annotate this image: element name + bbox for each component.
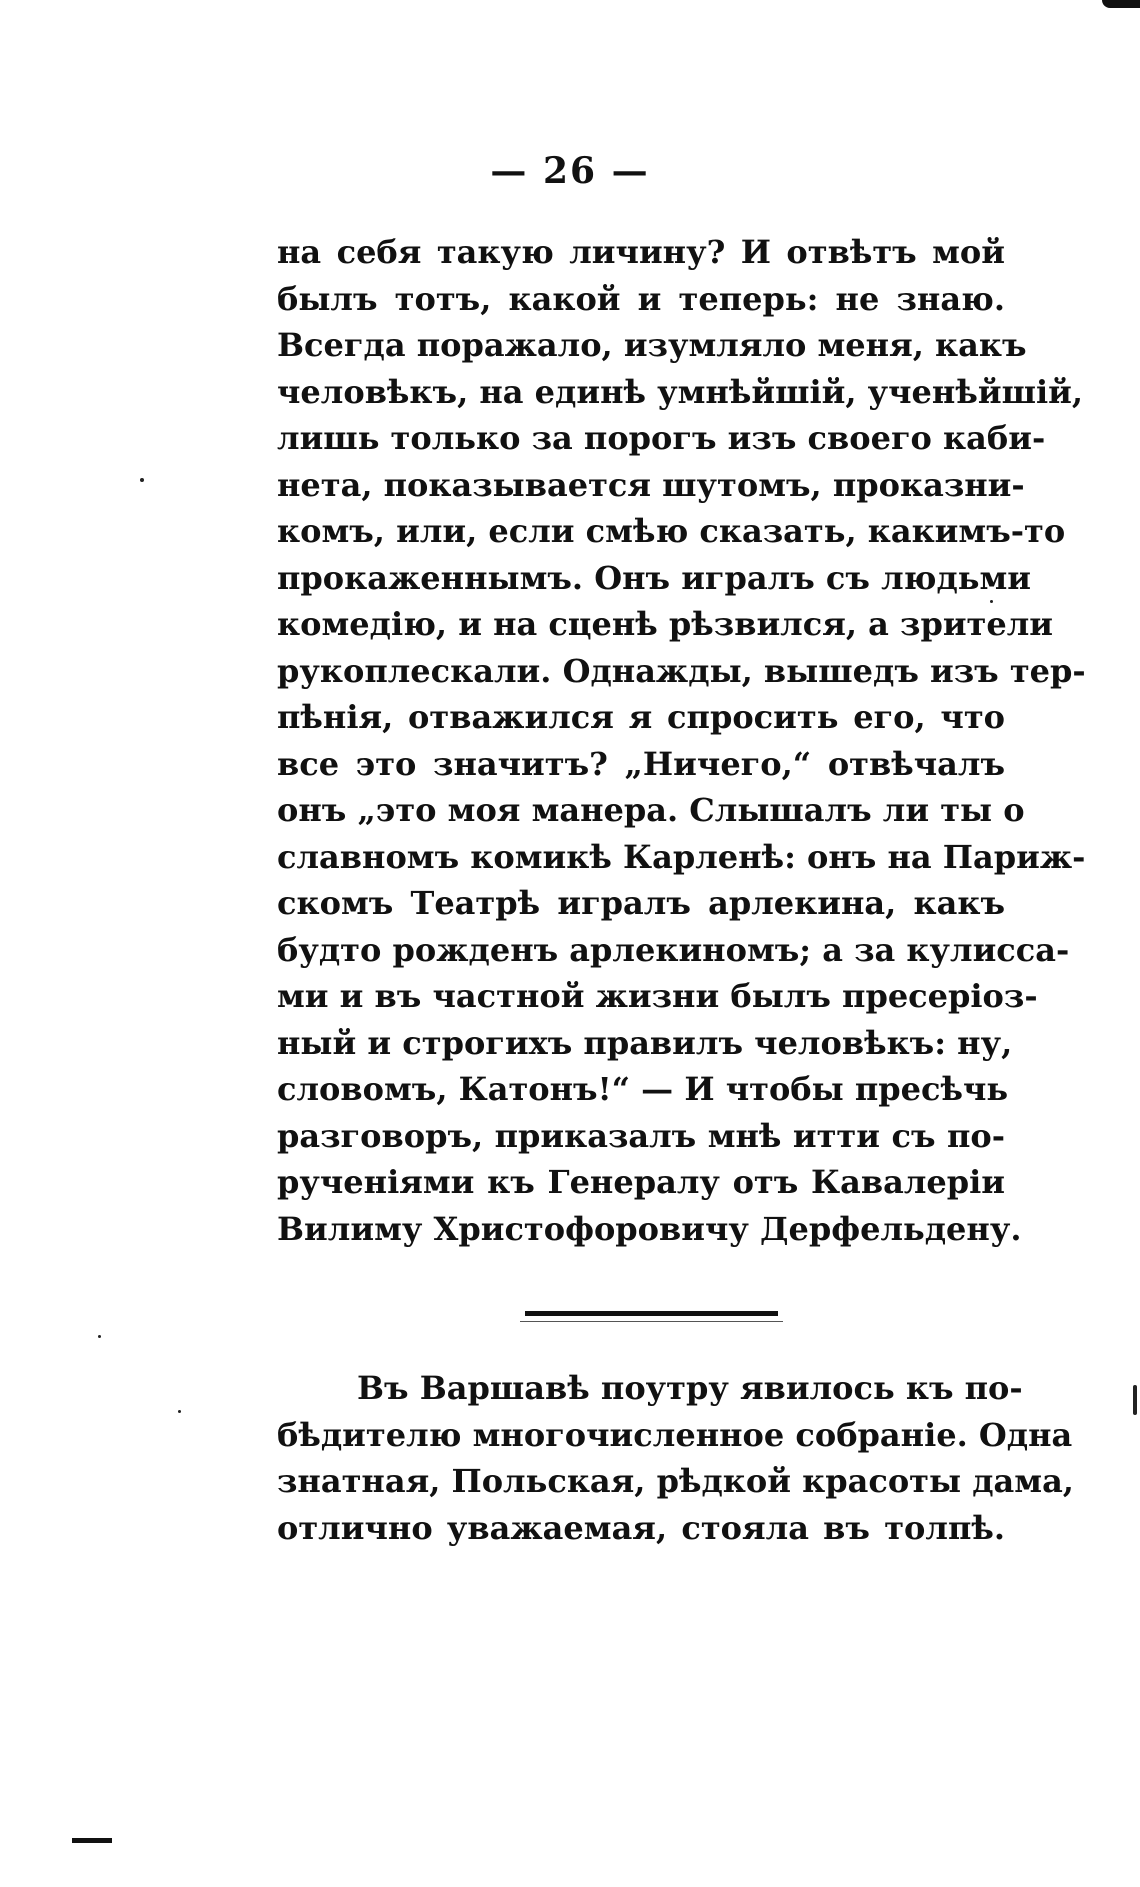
ink-speck: [1133, 1385, 1137, 1415]
text-line: прокаженнымъ. Онъ игралъ съ людьми: [277, 558, 1032, 597]
section-divider-hairline: [520, 1321, 783, 1322]
text-line: на себя такую личину? И отвѣтъ мой: [277, 233, 1005, 271]
text-line: онъ „это моя манера. Слышалъ ли ты о: [277, 791, 1025, 829]
text-line: былъ тотъ, какой и теперь: не знаю.: [277, 279, 1005, 318]
paragraph-1: [277, 229, 1086, 1252]
page-number: — 26 —: [490, 150, 650, 192]
text-line: славномъ комикѣ Карленѣ: онъ на Париж-: [277, 837, 1086, 876]
text-line: комедію, и на сценѣ рѣзвился, а зрители: [277, 605, 1054, 643]
ink-speck: [990, 600, 993, 603]
text-line: комъ, или, если смѣю сказать, какимъ-то: [277, 512, 1066, 550]
text-line: Въ Варшавѣ поутру явилось къ по-: [357, 1369, 1023, 1407]
ink-speck: [98, 1335, 101, 1338]
ink-speck: [140, 478, 144, 482]
text-line: Всегда поражало, изумляло меня, какъ: [277, 326, 1027, 364]
text-line: словомъ, Катонъ!“ — И чтобы пресѣчь: [277, 1070, 1009, 1108]
text-line: отлично уважаемая, стояла въ толпѣ.: [277, 1508, 1005, 1547]
text-line: нета, показывается шутомъ, проказни-: [277, 465, 1025, 504]
text-line: пѣнія, отважился я спросить его, что: [277, 698, 1005, 736]
margin-ink-mark: [72, 1838, 112, 1843]
text-line: Вилиму Христофоровичу Дерфельдену.: [277, 1209, 1022, 1248]
text-line: бѣдителю многочисленное собраніе. Одна: [277, 1415, 1073, 1454]
ink-speck: [178, 1410, 181, 1413]
section-divider: [525, 1311, 778, 1316]
text-line: рученіями къ Генералу отъ Кавалеріи: [277, 1163, 1005, 1201]
text-line: скомъ Театрѣ игралъ арлекина, какъ: [277, 884, 1005, 922]
corner-ink-mark: [1102, 0, 1140, 8]
text-line: разговоръ, приказалъ мнѣ итти съ по-: [277, 1116, 1005, 1155]
text-line: человѣкъ, на единѣ умнѣйшій, ученѣйшій,: [277, 372, 1083, 411]
paragraph-2: [277, 1365, 1074, 1551]
text-line: рукоплескали. Однажды, вышедъ изъ тер-: [277, 651, 1086, 690]
text-line: будто рожденъ арлекиномъ; а за кулисса-: [277, 930, 1070, 969]
text-line: лишь только за порогъ изъ своего каби-: [277, 419, 1046, 457]
text-line: ный и строгихъ правилъ человѣкъ: ну,: [277, 1023, 1013, 1062]
text-line: ми и въ частной жизни былъ пресеріоз-: [277, 977, 1038, 1015]
text-line: все это значитъ? „Ничего,“ отвѣчалъ: [277, 744, 1005, 783]
text-line: знатная, Польская, рѣдкой красоты дама,: [277, 1462, 1074, 1500]
